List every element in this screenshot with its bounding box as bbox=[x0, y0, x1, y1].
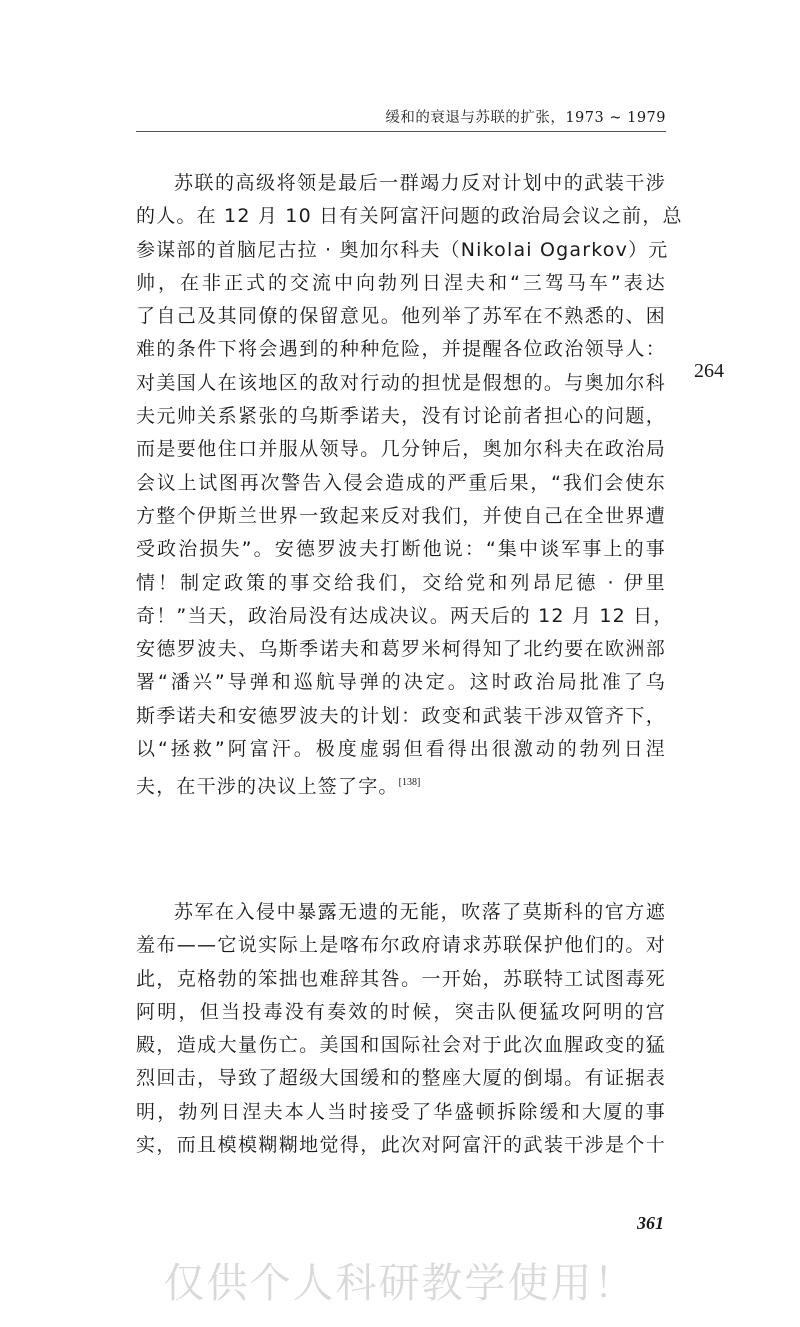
footnote-ref[interactable]: [138] bbox=[398, 777, 421, 789]
header-rule bbox=[136, 131, 666, 132]
text-line: 以“拯救”阿富汗。极度虚弱但看得出很激动的勃列日涅 bbox=[136, 738, 666, 761]
text-line: 署“潘兴”导弹和巡航导弹的决定。这时政治局批准了乌 bbox=[136, 671, 666, 694]
text-line: 夫元帅关系紧张的乌斯季诺夫，没有讨论前者担心的问题， bbox=[136, 405, 666, 428]
text-line: 阿明，但当投毒没有奏效的时候，突击队便猛攻阿明的宫 bbox=[136, 1000, 666, 1023]
text-line: 了自己及其同僚的保留意见。他列举了苏军在不熟悉的、困 bbox=[136, 305, 666, 328]
text-line: 会议上试图再次警告入侵会造成的严重后果，“我们会使东 bbox=[136, 471, 666, 494]
paragraph-1 bbox=[136, 167, 683, 800]
text-line: 难的条件下将会遇到的种种危险，并提醒各位政治领导人： bbox=[136, 338, 666, 361]
text-line: 的人。在 12 月 10 日有关阿富汗问题的政治局会议之前，总 bbox=[136, 205, 683, 228]
running-header: 缓和的衰退与苏联的扩张，1973 ~ 1979 bbox=[385, 110, 666, 126]
text-line: 烈回击，导致了超级大国缓和的整座大厦的倒塌。有证据表 bbox=[136, 1067, 666, 1090]
text-line: 羞布——它说实际上是喀布尔政府请求苏联保护他们的。对 bbox=[136, 934, 666, 957]
text-line: 苏军在入侵中暴露无遗的无能，吹落了莫斯科的官方遮 bbox=[174, 901, 666, 923]
text-line: 参谋部的首脑尼古拉 · 奥加尔科夫（Nikolai Ogarkov）元 bbox=[136, 238, 669, 261]
text-line: 奇！”当天，政治局没有达成决议。两天后的 12 月 12 日， bbox=[136, 604, 674, 627]
text-line: 苏联的高级将领是最后一群竭力反对计划中的武装干涉 bbox=[174, 172, 666, 194]
text-line-last bbox=[136, 766, 666, 799]
text-line: 方整个伊斯兰世界一致起来反对我们，并使自己在全世界遭 bbox=[136, 504, 666, 527]
watermark: 仅供个人科研教学使用！ bbox=[163, 1259, 637, 1307]
text-line: 而是要他住口并服从领导。几分钟后，奥加尔科夫在政治局 bbox=[136, 438, 666, 461]
text-line: 实，而且模模糊糊地觉得，此次对阿富汗的武装干涉是个十 bbox=[136, 1134, 666, 1157]
text-line-content: 夫，在干涉的决议上签了字。 bbox=[136, 775, 399, 798]
text-line: 帅，在非正式的交流中向勃列日涅夫和“三驾马车”表达 bbox=[136, 271, 666, 294]
text-line: 安德罗波夫、乌斯季诺夫和葛罗米柯得知了北约要在欧洲部 bbox=[136, 638, 666, 661]
page-number: 361 bbox=[637, 1213, 664, 1233]
text-line: 明，勃列日涅夫本人当时接受了华盛顿拆除缓和大厦的事 bbox=[136, 1100, 666, 1123]
paragraph-2 bbox=[136, 896, 666, 1162]
text-line: 殿，造成大量伤亡。美国和国际社会对于此次血腥政变的猛 bbox=[136, 1034, 666, 1057]
text-line: 斯季诺夫和安德罗波夫的计划：政变和武装干涉双管齐下， bbox=[136, 704, 666, 727]
margin-page-number: 264 bbox=[694, 360, 724, 382]
text-line: 此，克格勃的笨拙也难辞其咎。一开始，苏联特工试图毒死 bbox=[136, 967, 666, 990]
text-line: 情！制定政策的事交给我们，交给党和列昂尼德 · 伊里 bbox=[136, 571, 666, 594]
text-line: 对美国人在该地区的敌对行动的担忧是假想的。与奥加尔科 bbox=[136, 371, 666, 394]
text-line: 受政治损失”。安德罗波夫打断他说：“集中谈军事上的事 bbox=[136, 538, 666, 561]
